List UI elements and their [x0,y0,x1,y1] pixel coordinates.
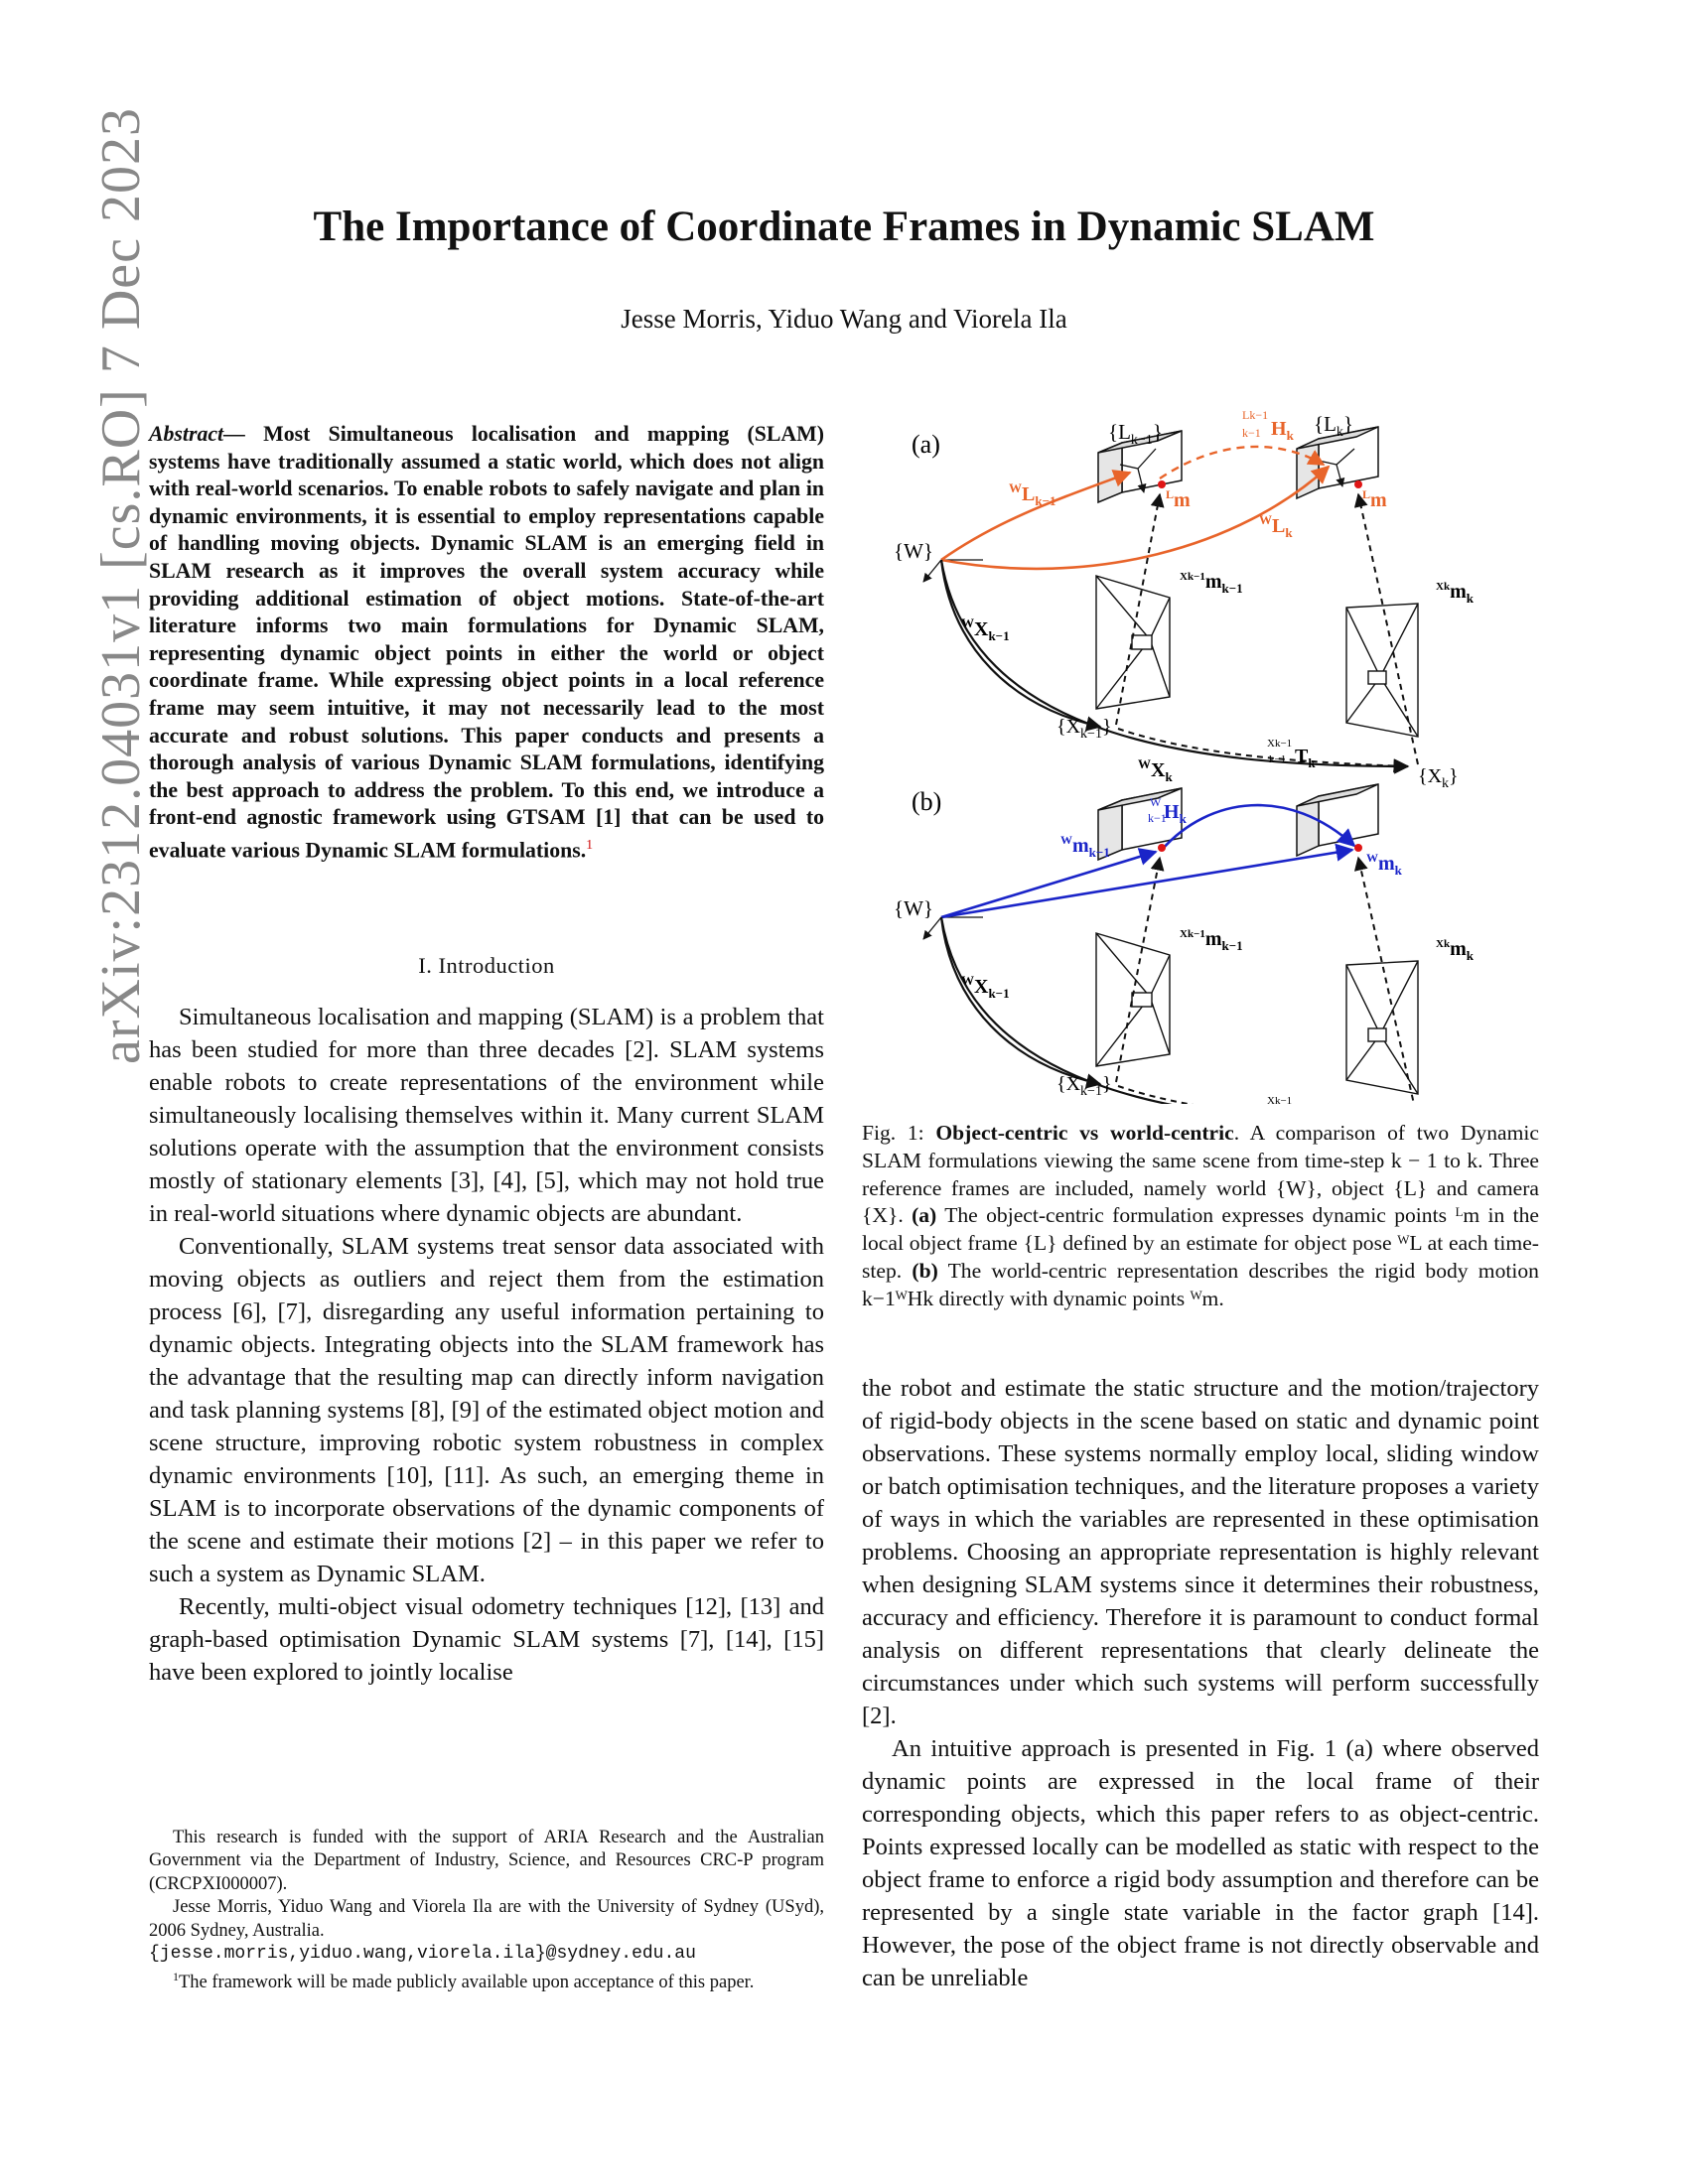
frame-L-prev: {L [1108,420,1131,444]
label-T-a: T [1295,746,1309,767]
frame-L-curr: {L [1314,412,1336,436]
label-Lm-curr: m [1370,489,1387,511]
svg-text:Wmk: $^Wm_k$ [1366,851,1402,878]
figure-1 [862,409,1537,1104]
svg-text:Lm: $^L$m [1362,487,1387,511]
svg-text:Wmk−1: $^Wm_{k-1}$ [1060,833,1110,860]
label-obs-curr-a: m [1450,581,1467,603]
svg-text:Hk: $H_k$ [1164,801,1187,826]
svg-text:Lm: $^L$m [1166,487,1191,511]
panel-a-label: (a) [912,430,940,459]
footnotes [149,1827,824,1995]
panel-b-label: (b) [912,787,942,816]
label-WL-curr: L [1272,515,1286,537]
caption-title: Object-centric vs world-centric [935,1121,1234,1145]
svg-text:Xk−1mk−1: $^{Xk-1}m_{k-1}$ [1180,928,1243,953]
svg-text:k−1: k−1 [1269,753,1287,765]
point-prev-a [1158,480,1166,488]
intro-text [149,1001,824,1689]
frame-X-curr-a: {X [1418,765,1443,787]
svg-text:WXk: $^WX_k$ [1138,756,1173,784]
body-paragraph: An intuitive approach is presented in Fig. 1 (a) where observed dynamic points are expressed in the local frame of their corresponding objects, which this paper refers to as object-centric. Points expressed locally can be modelled as static with respect to the object frame to enforce a rigid body assumption and therefore can be represented by a single state variable in the factor graph [14]. However, the pose of the object frame is not directly observable and can be unreliable [862,1735,1539,1991]
panel-a [894,409,1475,791]
paper-authors: Jesse Morris, Yiduo Wang and Viorela Ila [621,304,1067,334]
label-obs-prev-a: m [1204,571,1222,593]
label-WH: H [1164,801,1180,823]
label-Wm-prev: m [1072,835,1089,857]
label-Wm-curr: m [1378,853,1395,875]
svg-text:Xkmk: $^{Xk}m_k$ [1436,938,1474,963]
svg-text:Xk−1: Xk−1 [1267,738,1293,750]
arxiv-side-stamp: arXiv:2312.04031v1 [cs.RO] 7 Dec 2023 [90,107,152,1064]
svg-text:WLk: $^WL_k$ [1259,512,1293,540]
abstract-label: Abstract— [149,422,245,446]
label-H-local: H [1271,418,1287,440]
object-box-prev-b [1098,788,1182,860]
paper-title: The Importance of Coordinate Frames in Dynamic SLAM [313,204,1375,250]
body-paragraph: the robot and estimate the static structure and the motion/trajectory of rigid-body objects in the scene based on static and dynamic point observations. These systems normally employ local, sliding window or batch optimisation techniques, and the literature proposes a variety of ways in which the variables are represented in these optimisation problems. Choosing an appropriate representation is highly relevant when designing SLAM systems since it determines their robustness, accuracy and efficiency. Therefore it is paramount to conduct formal analysis on different representations that clearly delineate the circumstances under which such systems will perform successfully [2]. [862,1375,1539,1729]
label-obs-curr-b: m [1450,938,1467,960]
frame-W-b: {W} [894,896,933,920]
svg-text:Tk: $T_k$ [1295,746,1316,770]
label-WX-prev-b: X [974,976,989,998]
svg-text:{Xk−1}: $\{X_{k-1}\}$ [1056,1073,1112,1099]
label-T-b [1295,1103,1309,1104]
intro-paragraph: Conventionally, SLAM systems treat sensor data associated with moving objects as outliers and reject them from the estimation process [6], [7], disregarding any useful information pertaining to dynamic objects. Integrating objects into the SLAM framework has the advantage that the resulting map can directly inform navigation and task planning systems [8], [9] of the estimated object motion and scene structure, improving robotic system robustness in complex dynamic environments [10], [11]. As such, an emerging theme in SLAM is to incorporate observations of the dynamic components of the scene and estimate their motions [2] – in this paper we refer to such a system as Dynamic SLAM. [149,1233,824,1587]
funding-footnote: This research is funded with the support of ARIA Research and the Australian Government via the Department of Industry, Science, and Resources CRC-P program (CRCPXI000007). [149,1828,824,1894]
svg-text:Xk−1: Xk−1 [1267,1095,1293,1104]
svg-text:Xkmk: $^{Xk}m_k$ [1436,581,1474,606]
svg-text:WXk−1: $^WX_{k-1}$ [961,615,1010,643]
svg-text:Tk [1295,1103,1316,1104]
svg-text:k−1: k−1 [1242,426,1261,440]
svg-text:WXk−1: $^WX_{k-1}$ [961,973,1010,1001]
frame-X-prev-b: {X [1056,1073,1081,1095]
affiliation-footnote: Jesse Morris, Yiduo Wang and Viorela Ila are with the University of Sydney (USyd), 2006 Sydney, Australia. [149,1897,824,1941]
footnote-mark: 1 [173,1970,179,1984]
svg-text:k−1: k−1 [1148,811,1167,825]
point-curr-b [1354,844,1362,852]
section-heading-introduction: I. Introduction [418,953,555,978]
svg-text:{Xk−1}: $\{X_{k-1}\}$ [1056,716,1112,742]
svg-text:{Lk−1}: $\{L_{k-1}\}$ [1108,420,1163,448]
label-obs-prev-b: m [1204,928,1222,950]
point-curr-a [1354,480,1362,488]
svg-text:WLk−1: $^WL_{k-1}$ [1009,480,1056,508]
frame-X-prev-a: {X [1056,716,1081,738]
svg-text:Lk−1: Lk−1 [1242,409,1269,422]
svg-text:Xk−1mk−1: $^{Xk-1}m_{k-1}$ [1180,571,1243,596]
label-WL-prev: L [1022,483,1036,505]
right-column-text [862,1372,1539,1994]
label-WX-prev-a: X [974,618,989,640]
intro-paragraph: Recently, multi-object visual odometry techniques [12], [13] and graph-based optimisation Dynamic SLAM systems [7], [14], [15] have been explored to jointly localise [149,1593,824,1686]
camera-frustum-prev-b [1096,933,1170,1066]
svg-text:Hk: $H_k$ [1271,418,1294,443]
frame-W: {W} [894,539,933,563]
caption-label: Fig. 1: [862,1121,936,1145]
label-Lm-prev: m [1174,489,1191,511]
abstract-body: Most Simultaneous localisation and mapping (SLAM) systems have traditionally assumed a static world, which does not align with real-world scenarios. To enable robots to safely navigate and plan in dynamic environments, it is essential to employ representations capable of handling moving objects. Dynamic SLAM is an emerging field in SLAM research as it improves the overall system accuracy while providing additional estimation of object motions. State-of-the-art literature informs two main formulations for Dynamic SLAM, representing dynamic object points in either the world or object coordinate frame. While expressing object points in a local reference frame may seem intuitive, it may not necessarily lead to the most accurate and robust solutions. This paper conducts and presents a thorough analysis of various Dynamic SLAM formulations, identifying the best approach to address the problem. To this end, we introduce a front-end agnostic framework using GTSAM [1] that can be used to evaluate various Dynamic SLAM formulations. [149,422,824,863]
svg-text:{Lk}: $\{L_k\}$ [1314,412,1354,440]
intro-paragraph: Simultaneous localisation and mapping (SLAM) is a problem that has been studied for more than three decades [2]. SLAM systems enable robots to create representations of the environment while simultaneously localising themselves within it. Many current SLAM solutions operate with the assumption that the environment consists mostly of stationary elements [3], [4], [5], which may not hold true in real-world situations where dynamic objects are abundant. [149,1004,824,1227]
abstract [149,421,824,865]
email-footnote: {jesse.morris,yiduo.wang,viorela.ila}@sydney.edu.au [149,1944,696,1965]
figure-caption: Fig. 1: Object-centric vs world-centric. A comparison of two Dynamic SLAM formulations viewing the same scene from time-step k − 1 to k. Three reference frames are included, namely world {W}, object {L} and camera {X}. (a) The object-centric formulation expresses dynamic points ᴸm in the local object frame {L} defined by an estimate for object pose ᵂL at each time-step. (b) The world-centric representation describes the rigid body motion k−1ᵂHk directly with dynamic points ᵂm. [862,1121,1539,1310]
object-box-curr-b [1297,784,1378,856]
camera-frustum-prev [1096,576,1170,709]
footnote-link[interactable]: 1 [586,837,594,853]
label-WX-curr-a: X [1151,759,1166,781]
svg-text:{Xk}: $\{X_k\}$ [1418,765,1459,791]
framework-footnote: The framework will be made publicly available upon acceptance of this paper. [179,1973,755,1993]
panel-b [894,784,1475,1104]
svg-text:W: W [1150,795,1162,809]
point-prev-b [1158,844,1166,852]
